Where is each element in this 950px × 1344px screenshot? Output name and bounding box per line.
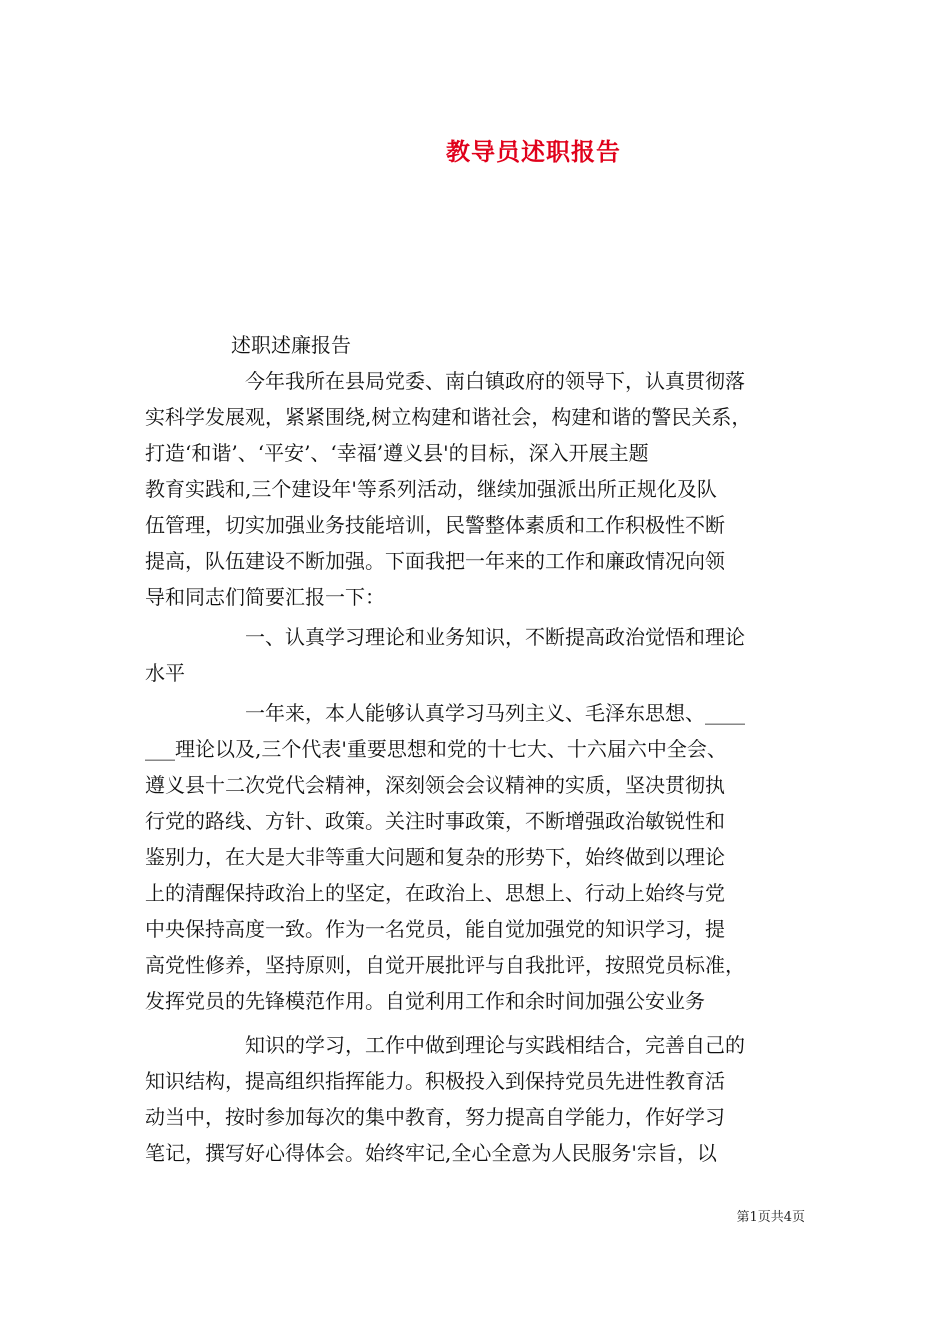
paragraph-line: 上的清醒保持政治上的坚定，在政治上、思想上、行动上始终与党 — [145, 881, 725, 905]
paragraph-line: 今年我所在县局党委、南白镇政府的领导下，认真贯彻落 — [245, 369, 745, 393]
section-heading-continued: 水平 — [145, 661, 185, 685]
paragraph-line: 教育实践和,三个建设年'等系列活动，继续加强派出所正规化及队 — [145, 477, 717, 501]
paragraph-line: 导和同志们简要汇报一下： — [145, 585, 385, 609]
paragraph-line: 行党的路线、方针、政策。关注时事政策，不断增强政治敏锐性和 — [145, 809, 725, 833]
paragraph-line: 伍管理，切实加强业务技能培训，民警整体素质和工作积极性不断 — [145, 513, 725, 537]
paragraph-line: 一年来，本人能够认真学习马列主义、毛泽东思想、____ — [245, 701, 745, 725]
paragraph-line: 提高，队伍建设不断加强。下面我把一年来的工作和廉政情况向领 — [145, 549, 725, 573]
paragraph-line: 实科学发展观，紧紧围绕,树立构建和谐社会，构建和谐的警民关系， — [145, 405, 752, 429]
document-title: 教导员述职报告 — [446, 137, 621, 166]
paragraph-line: 遵义县十二次党代会精神，深刻领会会议精神的实质，坚决贯彻执 — [145, 773, 725, 797]
paragraph-line: 高党性修养，坚持原则，自觉开展批评与自我批评，按照党员标准， — [145, 953, 745, 977]
paragraph-line: 知识的学习，工作中做到理论与实践相结合，完善自己的 — [245, 1033, 745, 1057]
paragraph-line: 发挥党员的先锋模范作用。自觉利用工作和余时间加强公安业务 — [145, 989, 705, 1013]
paragraph-line: ___理论以及,三个代表'重要思想和党的十七大、十六届六中全会、 — [145, 737, 727, 761]
paragraph-line: 打造‘和谐’、‘平安’、‘幸福’遵义县'的目标，深入开展主题 — [145, 441, 649, 465]
paragraph-line: 笔记，撰写好心得体会。始终牢记,全心全意为人民服务'宗旨，以 — [145, 1141, 717, 1165]
paragraph-line: 鉴别力，在大是大非等重大问题和复杂的形势下，始终做到以理论 — [145, 845, 725, 869]
subtitle: 述职述廉报告 — [231, 333, 351, 357]
paragraph-line: 动当中，按时参加每次的集中教育，努力提高自学能力，作好学习 — [145, 1105, 725, 1129]
paragraph-line: 知识结构，提高组织指挥能力。积极投入到保持党员先进性教育活 — [145, 1069, 725, 1093]
section-heading: 一、认真学习理论和业务知识，不断提高政治觉悟和理论 — [245, 625, 745, 649]
page-number-footer: 第1页共4页 — [736, 1210, 805, 1225]
paragraph-line: 中央保持高度一致。作为一名党员，能自觉加强党的知识学习，提 — [145, 917, 725, 941]
